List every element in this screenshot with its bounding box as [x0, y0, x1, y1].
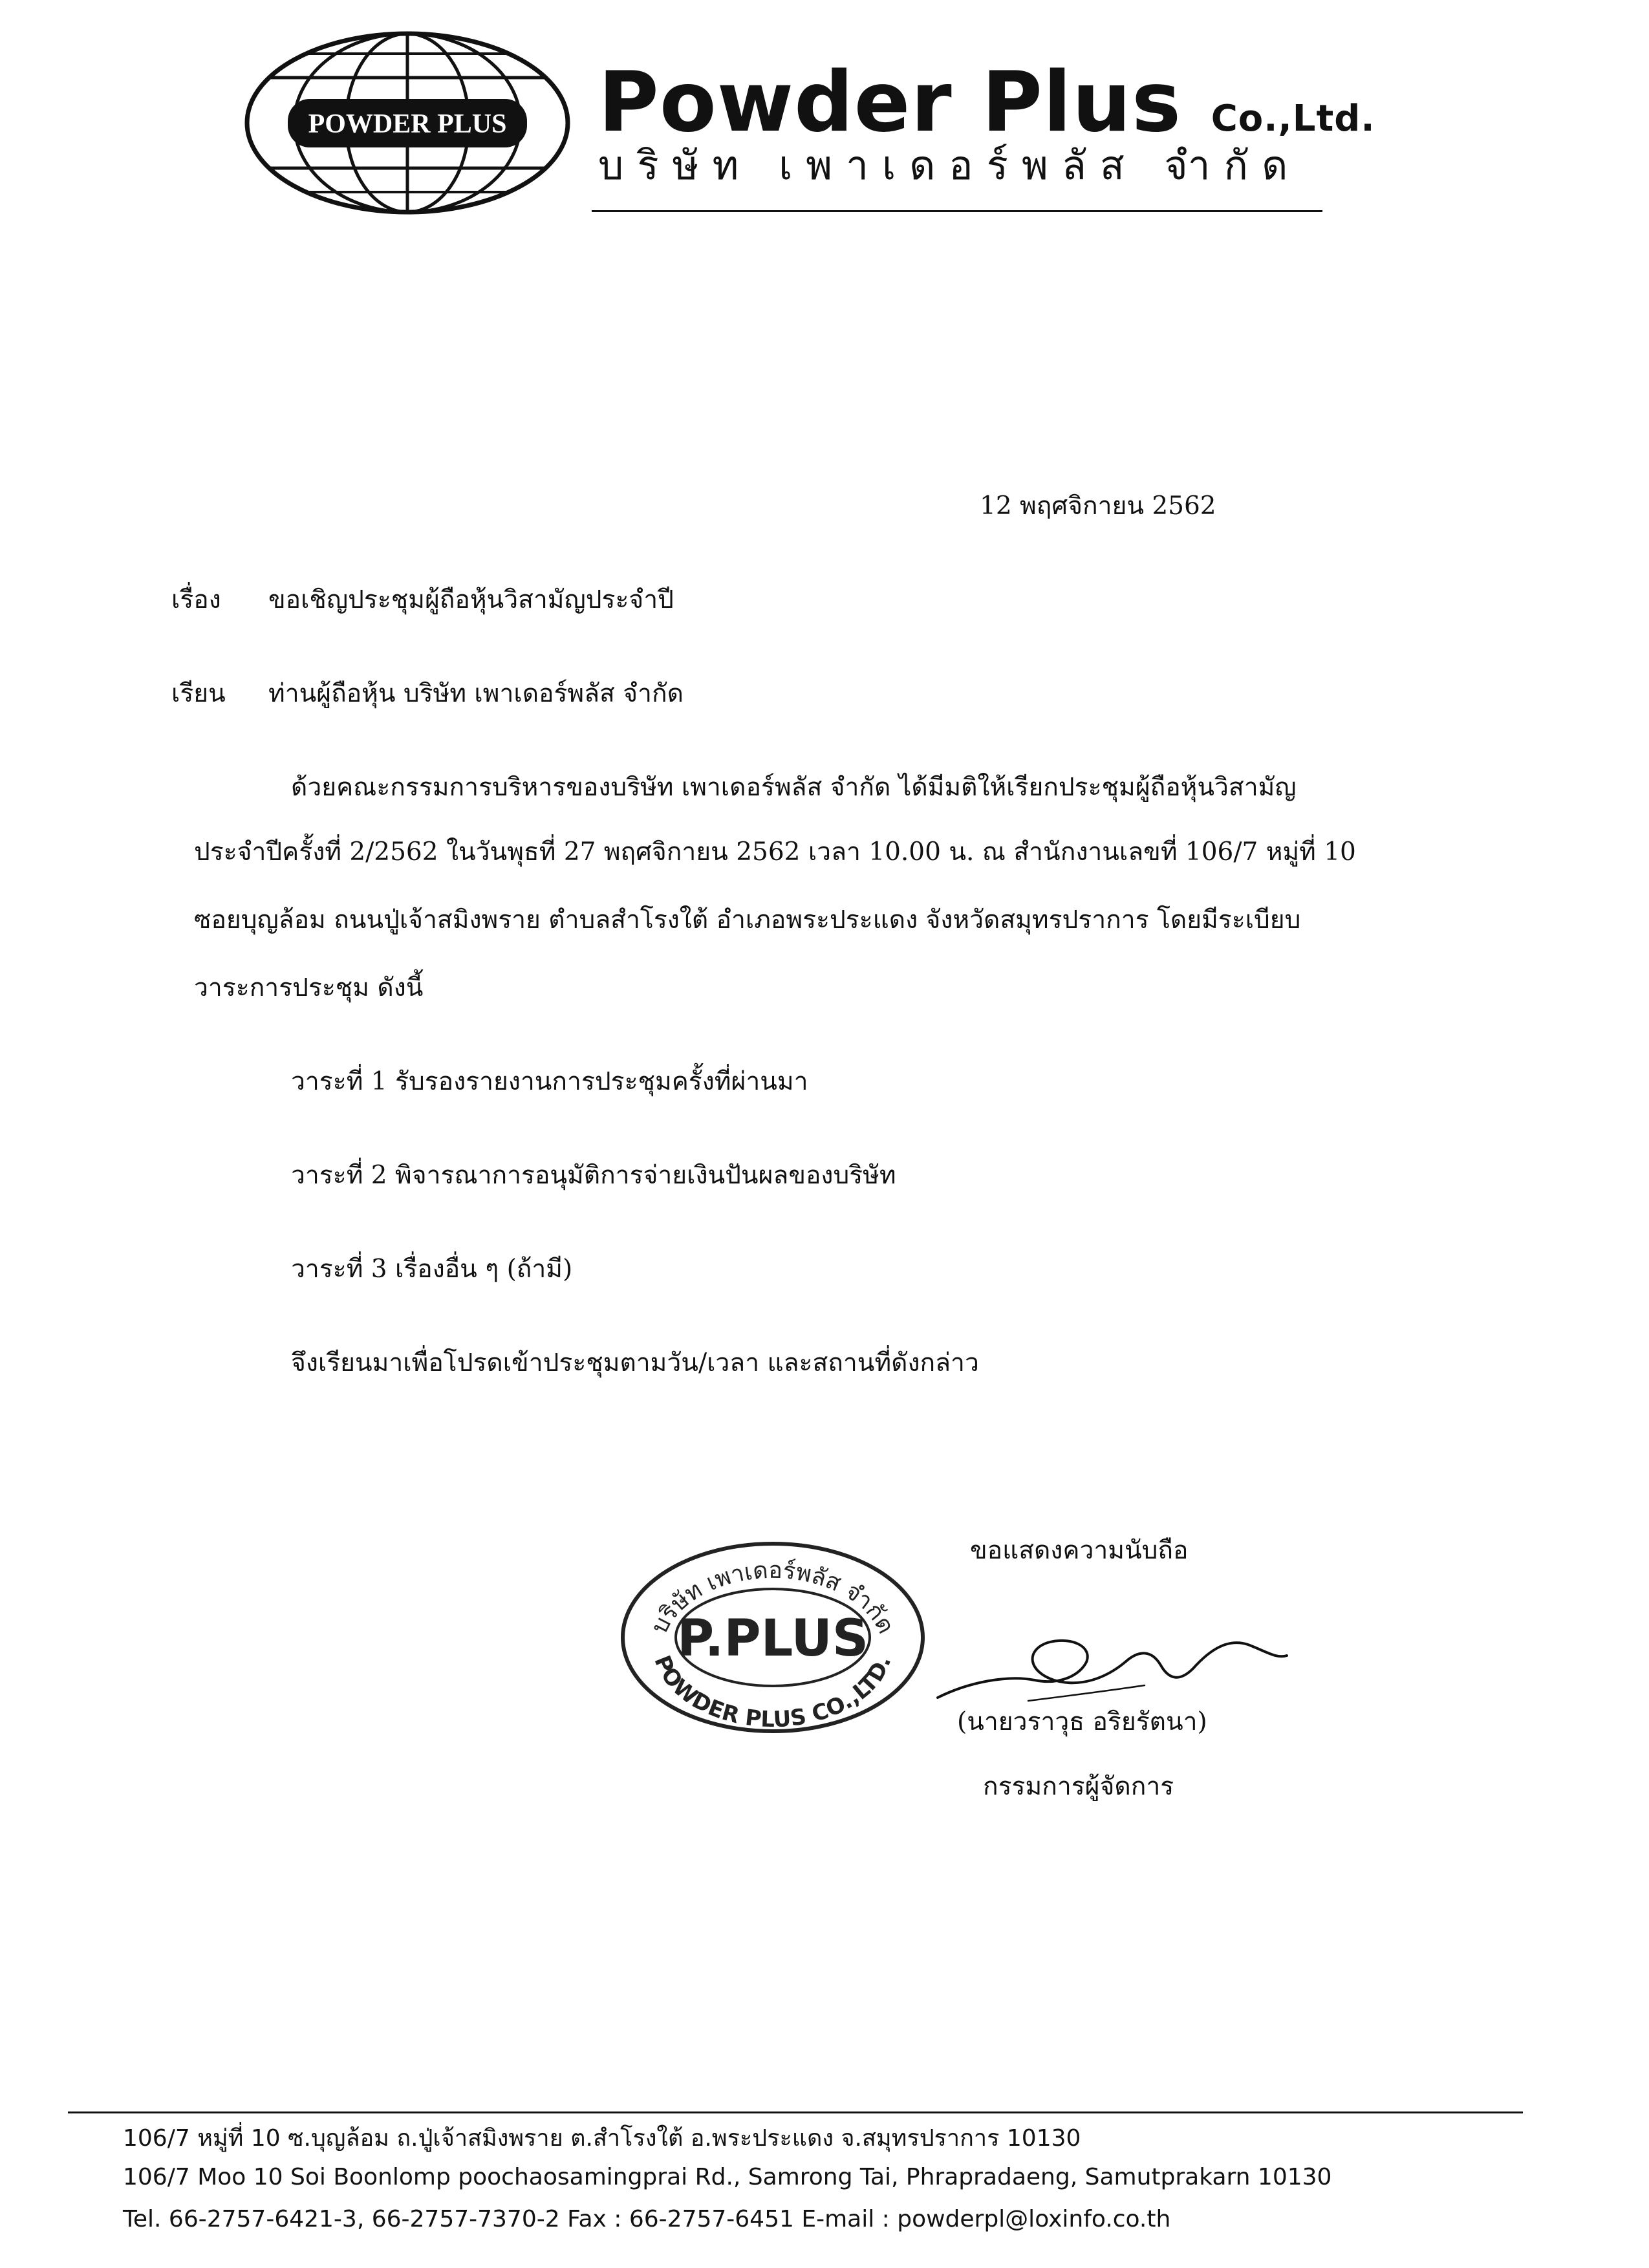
agenda-item: วาระที่ 2 พิจารณาการอนุมัติการจ่ายเงินปันผลของบริษัท: [291, 1161, 896, 1190]
subject-text: ขอเชิญประชุมผู้ถือหุ้นวิสามัญประจำปี: [268, 585, 674, 614]
recipient-text: ท่านผู้ถือหุ้น บริษัท เพาเดอร์พลัส จำกัด: [268, 679, 684, 708]
body-line: ประจำปีครั้งที่ 2/2562 ในวันพุธที่ 27 พฤศจิกายน 2562 เวลา 10.00 น. ณ สำนักงานเลขที่ 106/7 หมู่ที่ 10: [194, 837, 1356, 867]
footer-contact: Tel. 66-2757-6421-3, 66-2757-7370-2 Fax : 66-2757-6451 E-mail : powderpl@loxinfo.co.th: [123, 2206, 1171, 2232]
footer-address-en: 106/7 Moo 10 Soi Boonlomp poochaosamingprai Rd., Samrong Tai, Phrapradaeng, Samutprakarn 10130: [123, 2164, 1332, 2190]
footer-address-th: 106/7 หมู่ที่ 10 ซ.บุญล้อม ถ.ปู่เจ้าสมิงพราย ต.สำโรงใต้ อ.พระประแดง จ.สมุทรปราการ 10130: [123, 2125, 1081, 2152]
body-line: วาระการประชุม ดังนี้: [194, 973, 424, 1002]
company-name-th: บริษัท เพาเดอร์พลัส จำกัด: [598, 142, 1302, 189]
letterhead-divider: [592, 210, 1322, 212]
stamp-top-text: บริษัท เพาเดอร์พลัส จำกัด: [646, 1557, 900, 1638]
recipient-label: เรียน: [171, 679, 226, 708]
logo-banner-text: POWDER PLUS: [308, 109, 507, 139]
company-suffix-en: Co.,Ltd.: [1211, 98, 1375, 140]
company-logo: [242, 29, 572, 217]
letter-date: 12 พฤศจิกายน 2562: [980, 491, 1216, 521]
stamp-bottom-text: POWDER PLUS CO.,LTD.: [649, 1652, 897, 1733]
agenda-item: วาระที่ 3 เรื่องอื่น ๆ (ถ้ามี): [291, 1255, 573, 1284]
body-line: ด้วยคณะกรรมการบริหารของบริษัท เพาเดอร์พลัส จำกัด ได้มีมติให้เรียกประชุมผู้ถือหุ้นวิสามัญ: [291, 773, 1297, 802]
regards-text: ขอแสดงความนับถือ: [970, 1536, 1189, 1565]
footer-divider: [68, 2111, 1523, 2113]
subject-line: [171, 585, 674, 616]
signer-title: กรรมการผู้จัดการ: [983, 1772, 1174, 1801]
recipient-line: [171, 679, 684, 709]
stamp-center-text: P.PLUS: [676, 1610, 869, 1668]
handwritten-signature: [931, 1604, 1293, 1714]
signer-name: (นายวราวุธ อริยรัตนา): [957, 1707, 1207, 1736]
company-name-en: [598, 54, 1375, 151]
agenda-item: วาระที่ 1 รับรองรายงานการประชุมครั้งที่ผ่านมา: [291, 1067, 808, 1096]
body-line: ซอยบุญล้อม ถนนปู่เจ้าสมิงพราย ตำบลสำโรงใต้ อำเภอพระประแดง จังหวัดสมุทรปราการ โดยมีระเบียบ: [194, 905, 1301, 934]
subject-label: เรื่อง: [171, 585, 221, 614]
closing-line: จึงเรียนมาเพื่อโปรดเข้าประชุมตามวัน/เวลา และสถานที่ดังกล่าว: [291, 1348, 979, 1377]
company-name-en-main: Powder Plus: [598, 54, 1182, 151]
company-stamp: [618, 1539, 928, 1736]
